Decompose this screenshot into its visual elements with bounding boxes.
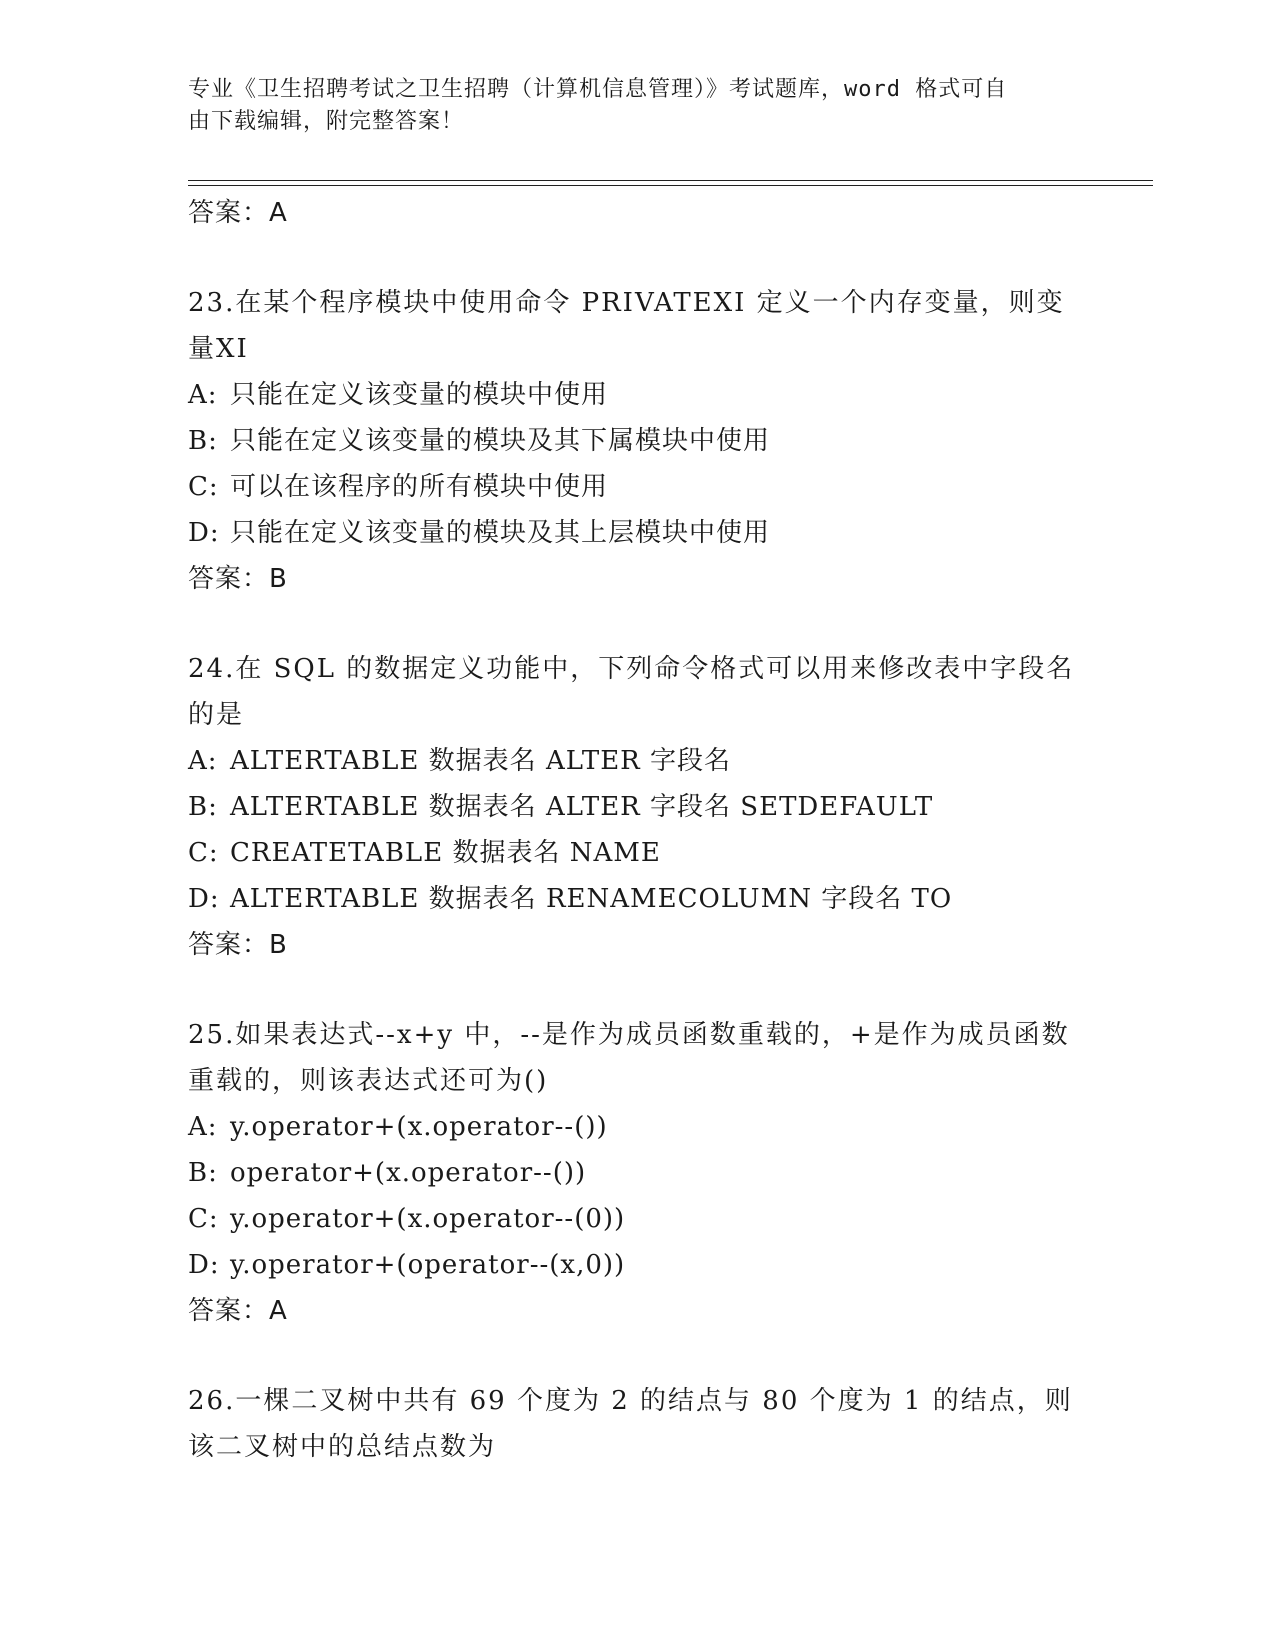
option-a xyxy=(188,738,1088,784)
option-key: C: xyxy=(188,838,219,868)
option-text: 只能在定义该变量的模块及其上层模块中使用 xyxy=(230,518,771,548)
option-text: 只能在定义该变量的模块中使用 xyxy=(230,380,609,410)
question-stem: 25.如果表达式--x+y 中，--是作为成员函数重载的，+是作为成员函数重载的，则该表达式还可为() xyxy=(188,1020,1070,1096)
answer-22: 答案：A xyxy=(188,198,288,228)
option-text: 可以在该程序的所有模块中使用 xyxy=(230,472,609,502)
option-d xyxy=(188,876,1088,922)
option-text: ALTERTABLE 数据表名 ALTER 字段名 xyxy=(230,746,732,776)
option-text: y.operator+(x.operator--(0)) xyxy=(230,1204,626,1234)
option-a xyxy=(188,372,1088,418)
option-text: y.operator+(x.operator--()) xyxy=(230,1112,608,1142)
question-24 xyxy=(188,646,1088,968)
question-23 xyxy=(188,280,1088,602)
question-stem: 23.在某个程序模块中使用命令 PRIVATEXI 定义一个内存变量，则变量XI xyxy=(188,288,1065,364)
option-text: operator+(x.operator--()) xyxy=(230,1158,587,1188)
option-d xyxy=(188,510,1088,556)
document-header xyxy=(188,74,1088,138)
option-key: D: xyxy=(188,884,220,914)
option-text: ALTERTABLE 数据表名 ALTER 字段名 SETDEFAULT xyxy=(230,792,934,822)
header-line-1: 专业《卫生招聘考试之卫生招聘（计算机信息管理）》考试题库，word 格式可自 xyxy=(188,77,1008,102)
option-key: D: xyxy=(188,518,220,548)
question-25 xyxy=(188,1012,1088,1334)
option-key: C: xyxy=(188,472,219,502)
question-stem: 24.在 SQL 的数据定义功能中，下列命令格式可以用来修改表中字段名的是 xyxy=(188,654,1075,730)
option-c xyxy=(188,1196,1088,1242)
option-key: D: xyxy=(188,1250,220,1280)
answer: 答案：B xyxy=(188,930,288,960)
option-d xyxy=(188,1242,1088,1288)
header-line-2: 由下载编辑，附完整答案！ xyxy=(188,109,465,134)
option-c xyxy=(188,464,1088,510)
question-list xyxy=(188,190,1088,1470)
header-rule-top xyxy=(188,180,1153,181)
question-26 xyxy=(188,1378,1088,1470)
option-key: C: xyxy=(188,1204,219,1234)
option-key: A: xyxy=(188,1112,218,1142)
option-text: 只能在定义该变量的模块及其下属模块中使用 xyxy=(230,426,771,456)
option-text: CREATETABLE 数据表名 NAME xyxy=(230,838,661,868)
answer: 答案：A xyxy=(188,1296,288,1326)
option-text: y.operator+(operator--(x,0)) xyxy=(230,1250,626,1280)
answer: 答案：B xyxy=(188,564,288,594)
option-text: ALTERTABLE 数据表名 RENAMECOLUMN 字段名 TO xyxy=(230,884,953,914)
question-stem: 26.一棵二叉树中共有 69 个度为 2 的结点与 80 个度为 1 的结点，则该二叉树中的总结点数为 xyxy=(188,1386,1073,1462)
option-key: A: xyxy=(188,380,218,410)
option-c xyxy=(188,830,1088,876)
option-key: A: xyxy=(188,746,218,776)
option-b xyxy=(188,1150,1088,1196)
option-key: B: xyxy=(188,1158,218,1188)
option-key: B: xyxy=(188,426,218,456)
option-a xyxy=(188,1104,1088,1150)
header-rule-bottom xyxy=(188,185,1153,186)
option-b xyxy=(188,418,1088,464)
option-b xyxy=(188,784,1088,830)
option-key: B: xyxy=(188,792,218,822)
